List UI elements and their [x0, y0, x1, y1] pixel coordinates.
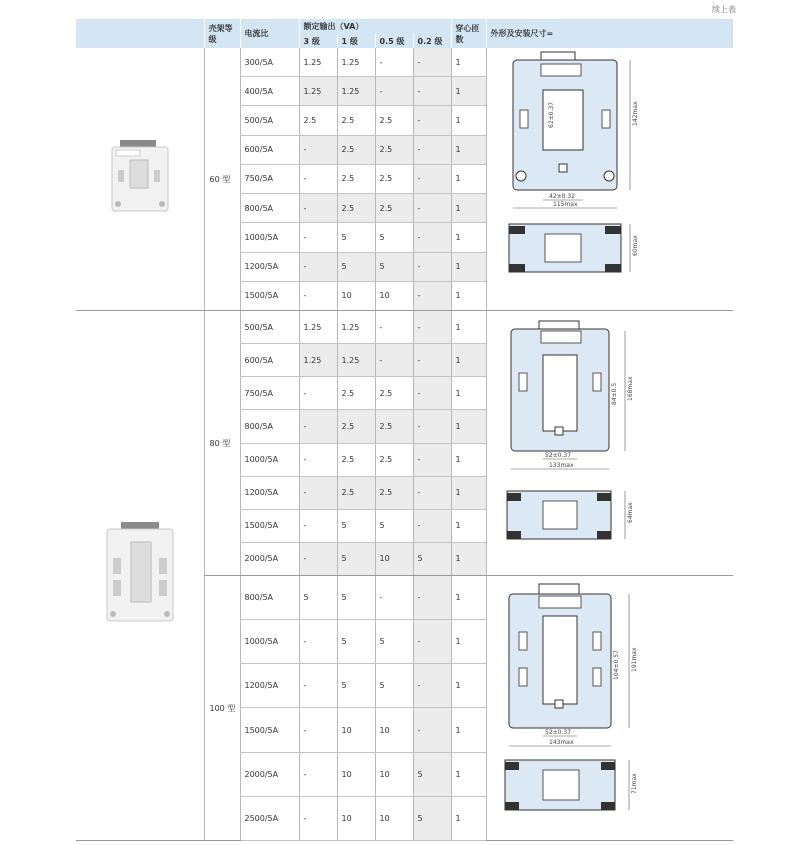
value-cell: 5	[375, 664, 413, 708]
header-class-02: 0.2 级	[413, 34, 451, 48]
value-cell: 2.5	[337, 106, 375, 135]
value-cell: 1	[451, 77, 486, 106]
value-cell: 10	[337, 796, 375, 840]
value-cell: 10	[337, 281, 375, 310]
ratio-cell: 1200/5A	[240, 664, 299, 708]
value-cell: 2.5	[337, 377, 375, 410]
value-cell: 5	[337, 509, 375, 542]
dimension-drawing-60-icon	[487, 48, 734, 308]
value-cell: 5	[413, 796, 451, 840]
value-cell: 1	[451, 620, 486, 664]
shell-60: 60 型	[204, 48, 240, 311]
ratio-cell: 750/5A	[240, 164, 299, 193]
value-cell: -	[299, 252, 337, 281]
value-cell: 10	[337, 708, 375, 752]
value-cell: 10	[375, 281, 413, 310]
value-cell: -	[413, 48, 451, 77]
dim-hole-80: 52±0.37	[544, 452, 571, 459]
value-cell: -	[299, 664, 337, 708]
value-cell: 1	[451, 664, 486, 708]
value-cell: 2.5	[375, 377, 413, 410]
value-cell: -	[299, 752, 337, 796]
value-cell: 1.25	[299, 48, 337, 77]
dim-window-100: 104±0.57	[612, 650, 620, 680]
value-cell: 1	[451, 443, 486, 476]
spec-table	[76, 19, 733, 841]
value-cell: -	[299, 796, 337, 840]
drawing-100	[486, 576, 733, 841]
value-cell: 2.5	[337, 443, 375, 476]
ratio-cell: 2500/5A	[240, 796, 299, 840]
product-photo-60	[76, 48, 204, 311]
value-cell: 1.25	[299, 344, 337, 377]
value-cell: 2.5	[337, 476, 375, 509]
value-cell: 1	[451, 410, 486, 443]
value-cell: -	[413, 443, 451, 476]
value-cell: 1	[451, 194, 486, 223]
value-cell: 2.5	[375, 476, 413, 509]
value-cell: 2.5	[375, 106, 413, 135]
value-cell: 5	[337, 542, 375, 575]
shell-100: 100 型	[204, 576, 240, 841]
value-cell: 5	[337, 223, 375, 252]
value-cell: 1	[451, 344, 486, 377]
ratio-cell: 1000/5A	[240, 223, 299, 252]
value-cell: 2.5	[337, 135, 375, 164]
header-blank	[76, 19, 204, 48]
value-cell: 5	[375, 509, 413, 542]
value-cell: -	[299, 281, 337, 310]
value-cell: -	[413, 344, 451, 377]
value-cell: -	[299, 194, 337, 223]
value-cell: -	[299, 410, 337, 443]
value-cell: 5	[413, 752, 451, 796]
value-cell: 1	[451, 106, 486, 135]
ratio-cell: 600/5A	[240, 344, 299, 377]
value-cell: -	[299, 223, 337, 252]
dimension-drawing-80-icon	[487, 311, 734, 573]
value-cell: 5	[375, 620, 413, 664]
value-cell: -	[413, 410, 451, 443]
value-cell: 2.5	[375, 164, 413, 193]
value-cell: 5	[299, 576, 337, 620]
ratio-cell: 600/5A	[240, 135, 299, 164]
ratio-cell: 1500/5A	[240, 281, 299, 310]
value-cell: -	[413, 311, 451, 344]
ratio-cell: 2000/5A	[240, 542, 299, 575]
value-cell: 1.25	[337, 77, 375, 106]
value-cell: 5	[337, 664, 375, 708]
value-cell: 10	[375, 708, 413, 752]
header-rated-output: 额定输出（VA）	[299, 19, 451, 34]
value-cell: 5	[337, 576, 375, 620]
value-cell: 2.5	[375, 194, 413, 223]
dim-height-60: 142max	[631, 101, 639, 126]
dim-hole-100: 52±0.37	[544, 729, 571, 736]
dim-depth-80: 64max	[626, 502, 634, 523]
continued-label: 续上表	[712, 5, 736, 14]
value-cell: -	[375, 48, 413, 77]
value-cell: -	[375, 311, 413, 344]
value-cell: 1.25	[337, 344, 375, 377]
value-cell: 2.5	[337, 194, 375, 223]
value-cell: -	[413, 708, 451, 752]
dim-hole-60: 42±0.32	[548, 193, 575, 200]
value-cell: -	[299, 542, 337, 575]
table-row	[76, 311, 733, 344]
dim-window-60: 62±0.37	[547, 101, 555, 128]
value-cell: -	[413, 106, 451, 135]
header-class-3: 3 级	[299, 34, 337, 48]
ratio-cell: 800/5A	[240, 410, 299, 443]
ratio-cell: 1500/5A	[240, 509, 299, 542]
value-cell: -	[299, 377, 337, 410]
ratio-cell: 1200/5A	[240, 252, 299, 281]
ratio-cell: 1000/5A	[240, 443, 299, 476]
header-ratio: 电流比	[240, 19, 299, 48]
value-cell: 1	[451, 509, 486, 542]
value-cell: -	[413, 135, 451, 164]
table-row	[76, 48, 733, 77]
value-cell: 1	[451, 252, 486, 281]
dim-depth-60: 60max	[631, 235, 639, 256]
value-cell: 1	[451, 708, 486, 752]
value-cell: -	[413, 77, 451, 106]
value-cell: 5	[375, 223, 413, 252]
value-cell: 1	[451, 476, 486, 509]
value-cell: -	[413, 223, 451, 252]
value-cell: -	[413, 252, 451, 281]
value-cell: -	[299, 443, 337, 476]
value-cell: -	[299, 620, 337, 664]
value-cell: 1.25	[299, 77, 337, 106]
value-cell: 2.5	[375, 135, 413, 164]
value-cell: -	[413, 476, 451, 509]
header-class-1: 1 级	[337, 34, 375, 48]
value-cell: -	[413, 377, 451, 410]
value-cell: -	[413, 576, 451, 620]
value-cell: 2.5	[375, 443, 413, 476]
drawing-60	[486, 48, 733, 311]
value-cell: 2.5	[299, 106, 337, 135]
value-cell: 2.5	[337, 410, 375, 443]
ratio-cell: 750/5A	[240, 377, 299, 410]
ratio-cell: 300/5A	[240, 48, 299, 77]
value-cell: 2.5	[337, 164, 375, 193]
value-cell: 1	[451, 281, 486, 310]
header-shell: 壳架等级	[204, 19, 240, 48]
ratio-cell: 800/5A	[240, 576, 299, 620]
value-cell: 10	[337, 752, 375, 796]
ratio-cell: 500/5A	[240, 106, 299, 135]
value-cell: -	[413, 620, 451, 664]
value-cell: 1	[451, 311, 486, 344]
value-cell: -	[299, 476, 337, 509]
value-cell: -	[299, 164, 337, 193]
dim-width-100: 143max	[548, 739, 574, 746]
dim-window-80: 84±0.5	[610, 382, 618, 405]
dim-width-60: 115max	[552, 201, 578, 208]
header-turns: 穿心匝数	[451, 19, 486, 48]
value-cell: 1	[451, 135, 486, 164]
value-cell: -	[413, 281, 451, 310]
dimension-drawing-100-icon	[487, 576, 734, 838]
value-cell: -	[413, 509, 451, 542]
value-cell: 1.25	[299, 311, 337, 344]
dim-depth-100: 71max	[630, 773, 638, 794]
value-cell: 5	[413, 542, 451, 575]
value-cell: -	[413, 164, 451, 193]
dim-height-100: 191max	[630, 647, 638, 672]
shell-80: 80 型	[204, 311, 240, 576]
ratio-cell: 1200/5A	[240, 476, 299, 509]
ratio-cell: 800/5A	[240, 194, 299, 223]
current-transformer-60-icon	[100, 138, 180, 218]
ratio-cell: 400/5A	[240, 77, 299, 106]
value-cell: 1	[451, 796, 486, 840]
value-cell: 1	[451, 48, 486, 77]
current-transformer-80-icon	[97, 520, 183, 630]
value-cell: -	[413, 194, 451, 223]
header-class-05: 0.5 级	[375, 34, 413, 48]
value-cell: -	[413, 664, 451, 708]
value-cell: -	[375, 77, 413, 106]
drawing-80	[486, 311, 733, 576]
dim-height-80: 168max	[626, 376, 634, 401]
value-cell: 5	[375, 252, 413, 281]
value-cell: 10	[375, 796, 413, 840]
value-cell: -	[299, 708, 337, 752]
value-cell: 1	[451, 164, 486, 193]
value-cell: -	[299, 509, 337, 542]
dim-width-80: 133max	[548, 462, 574, 469]
value-cell: -	[375, 576, 413, 620]
value-cell: 10	[375, 752, 413, 796]
value-cell: 5	[337, 252, 375, 281]
ratio-cell: 2000/5A	[240, 752, 299, 796]
value-cell: 1	[451, 542, 486, 575]
value-cell: 5	[337, 620, 375, 664]
ratio-cell: 500/5A	[240, 311, 299, 344]
ratio-cell: 1000/5A	[240, 620, 299, 664]
value-cell: 1.25	[337, 311, 375, 344]
value-cell: 1	[451, 752, 486, 796]
value-cell: 10	[375, 542, 413, 575]
value-cell: 1	[451, 576, 486, 620]
value-cell: -	[299, 135, 337, 164]
value-cell: 1.25	[337, 48, 375, 77]
value-cell: 2.5	[375, 410, 413, 443]
value-cell: -	[375, 344, 413, 377]
ratio-cell: 1500/5A	[240, 708, 299, 752]
header-dimensions: 外形及安装尺寸=	[486, 19, 733, 48]
product-photo-80	[76, 311, 204, 841]
value-cell: 1	[451, 223, 486, 252]
value-cell: 1	[451, 377, 486, 410]
